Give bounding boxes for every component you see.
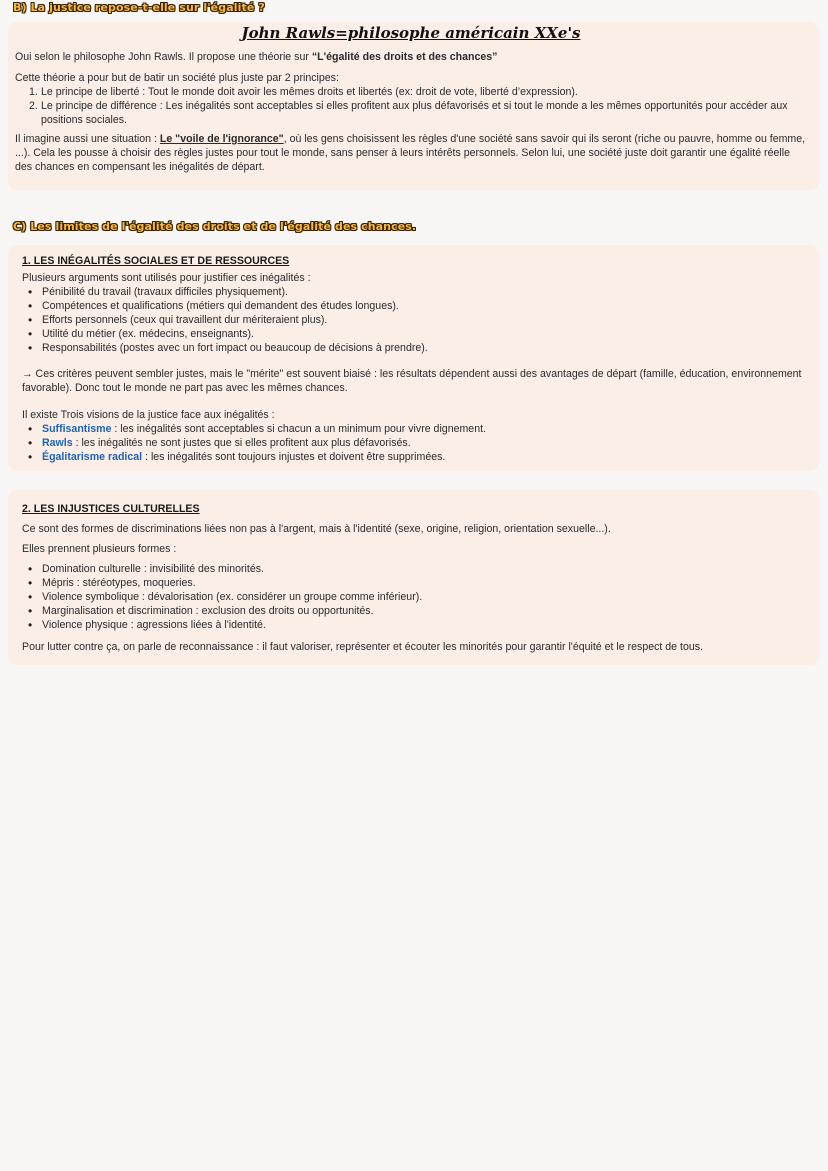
- vision-item: [22, 436, 807, 450]
- vision-text: : les inégalités sont toujours injustes et doivent être supprimées.: [142, 451, 446, 463]
- vision-term: Rawls: [42, 437, 73, 449]
- section-b-heading: B) La justice repose-t-elle sur l'égalité ?: [13, 1, 265, 14]
- cultural-title: 2. LES INJUSTICES CULTURELLES: [22, 503, 200, 515]
- visions-list: [22, 422, 807, 464]
- vision-text: : les inégalités ne sont justes que si elles profitent aux plus défavorisés.: [72, 437, 411, 449]
- recognition-conclusion: Pour lutter contre ça, on parle de reconnaissance : il faut valoriser, représenter et écouter les minorités pour garantir l'équité et le respect de tous.: [22, 641, 703, 653]
- forms-list: [22, 562, 807, 632]
- veil-prefix: Il imagine aussi une situation :: [15, 133, 160, 145]
- form-item: • Marginalisation et discrimination : exclusion des droits ou opportunités.: [22, 604, 807, 618]
- form-item: • Domination culturelle : invisibilité des minorités.: [22, 562, 807, 576]
- cultural-card: [8, 490, 819, 665]
- principle-text: Le principe de différence : Les inégalités sont acceptables si elles profitent aux plus défavorisés et si tout le monde a les mêmes opportunités pour accéder aux positions sociales.: [41, 100, 788, 126]
- merit-critique: → Ces critères peuvent sembler justes, mais le "mérite" est souvent biaisé : les résultats dépendent aussi des avantages de départ (famille, éducation, environnement favorable). Donc tout le monde ne part pas avec les mêmes chances.: [22, 368, 802, 394]
- vision-text: : les inégalités sont acceptables si chacun a un minimum pour vivre dignement.: [111, 423, 486, 435]
- rawls-title: John Rawls=philosophe américain XXe's: [241, 24, 581, 42]
- principle-item: [15, 99, 807, 127]
- form-item: • Violence physique : agressions liées à l'identité.: [22, 618, 807, 632]
- form-item: • Violence symbolique : dévalorisation (ex. considérer un groupe comme inférieur).: [22, 590, 807, 604]
- cultural-intro: Ce sont des formes de discriminations liées non pas à l'argent, mais à l'identité (sexe, origine, religion, orientation sexuelle...).: [22, 523, 611, 535]
- vision-term: Suffisantisme: [42, 423, 112, 435]
- rawls-intro-text: Oui selon le philosophe John Rawls. Il propose une théorie sur: [15, 51, 312, 63]
- principle-text: Le principe de liberté : Tout le monde doit avoir les mêmes droits et libertés (ex: droit de vote, liberté d’expression).: [41, 86, 578, 98]
- rawls-card: [8, 22, 819, 190]
- principles-intro: Cette théorie a pour but de batir un société plus juste par 2 principes:: [15, 72, 339, 84]
- principle-item: [15, 85, 807, 99]
- vision-item: [22, 422, 807, 436]
- inequalities-title: 1. LES INÉGALITÉS SOCIALES ET DE RESSOURCES: [22, 255, 290, 267]
- veil-text: , où les gens choisissent les règles d'une société sans savoir qui ils seront (riche ou pauvre, homme ou femme, ...). Cela les pousse à choisir des règles justes pour tout le monde, sans penser à leurs intérêts personnels. Selon lui, une société juste doit garantir une égalité réelle des chances en compensant les inégalités de départ.: [15, 133, 806, 173]
- veil-paragraph: [15, 132, 807, 174]
- principle-number: 1.: [29, 86, 38, 98]
- inequalities-card: [8, 245, 819, 471]
- forms-intro: Elles prennent plusieurs formes :: [22, 543, 177, 555]
- argument-item: • Responsabilités (postes avec un fort impact ou beaucoup de décisions à prendre).: [22, 341, 807, 355]
- form-item: • Mépris : stéréotypes, moqueries.: [22, 576, 807, 590]
- vision-term: Égalitarisme radical: [42, 451, 143, 463]
- arguments-list: [22, 285, 807, 355]
- argument-item: • Efforts personnels (ceux qui travaillent dur mériteraient plus).: [22, 313, 807, 327]
- veil-term: Le "voile de l'ignorance": [159, 133, 284, 145]
- rawls-intro-bold: “L'égalité des droits et des chances”: [311, 51, 498, 63]
- arguments-intro: Plusieurs arguments sont utilisés pour justifier ces inégalités :: [22, 272, 311, 284]
- principles-list: [15, 85, 807, 127]
- argument-item: • Compétences et qualifications (métiers qui demandent des études longues).: [22, 299, 807, 313]
- rawls-intro: [15, 50, 807, 64]
- visions-intro: Il existe Trois visions de la justice face aux inégalités :: [22, 409, 275, 421]
- principle-number: 2.: [29, 100, 38, 112]
- argument-item: • Utilité du métier (ex. médecins, enseignants).: [22, 327, 807, 341]
- vision-item: [22, 450, 807, 464]
- argument-item: • Pénibilité du travail (travaux difficiles physiquement).: [22, 285, 807, 299]
- section-c-heading: C) Les limites de l'égalité des droits et de l'égalité des chances.: [13, 220, 417, 233]
